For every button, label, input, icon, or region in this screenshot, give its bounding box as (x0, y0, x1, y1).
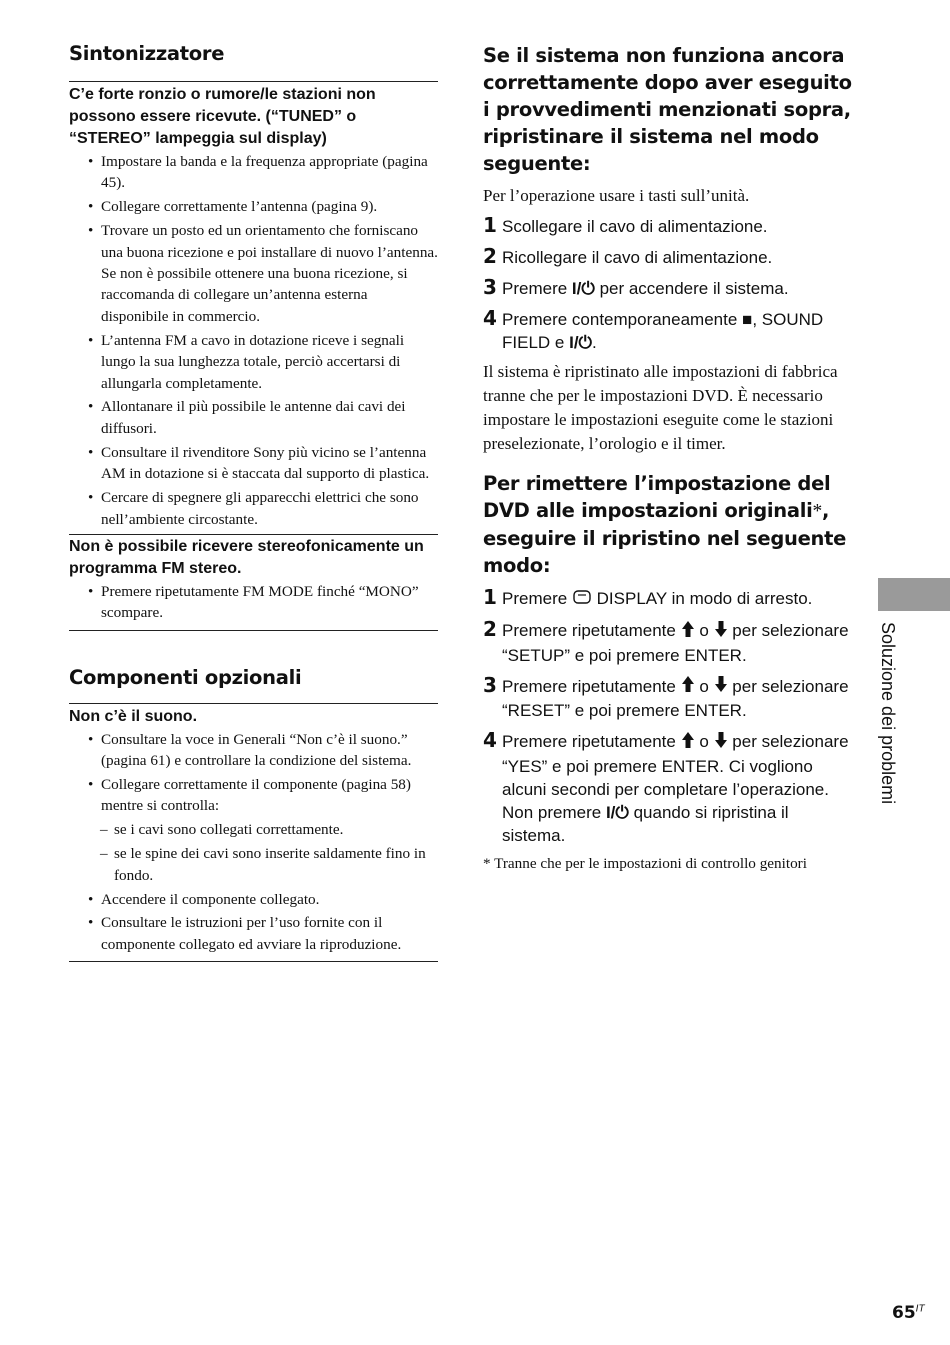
list-item: • Trovare un posto ed un orientamento che forniscano una buona ricezione e poi installare di nuovo l’antenna. Se non è possibile ottenere una buona ricezione, si raccomanda di collegare un’antenna esterna disponibile in commercio. (88, 222, 438, 325)
section-tab-marker (878, 578, 950, 611)
problem-title-stereo: Non è possibile ricevere stereofonicamente un programma FM stereo. (69, 537, 424, 577)
bullet-list-noise (69, 151, 438, 530)
arrow-up-icon (681, 675, 695, 699)
section-heading-reset: Se il sistema non funziona ancora correttamente dopo aver eseguito i provvedimenti menzionati sopra, ripristinare il sistema nel modo seguente: (483, 44, 852, 175)
divider (69, 630, 438, 631)
list-item: • Cercare di spegnere gli apparecchi elettrici che sono nell’ambiente circostante. (88, 489, 419, 528)
power-icon: I/⏻ (605, 802, 629, 822)
list-item: – se le spine dei cavi sono inserite saldamente fino in fondo. (100, 845, 426, 884)
dvd-step-3: 3 Premere ripetutamente o per selezionare “RESET” e poi premere ENTER. (483, 672, 849, 721)
list-item: • Accendere il componente collegato. (88, 890, 320, 908)
problem-title-no-sound: Non c’è il suono. (69, 707, 198, 725)
divider (69, 81, 438, 82)
list-item: • Consultare le istruzioni per l’uso fornite con il componente collegato ed avviare la riproduzione. (88, 914, 402, 953)
list-item: • Allontanare il più possibile le antenne dai cavi dei diffusori. (88, 398, 406, 437)
problem-title-noise: C’e forte ronzio o rumore/le stazioni non possono essere ricevute. (“TUNED” o “STEREO” lampeggia sul display) (69, 86, 376, 147)
left-column (69, 40, 438, 962)
footnote: * Tranne che per le impostazioni di controllo genitori (483, 854, 807, 872)
dvd-step-4: 4 Premere ripetutamente o per selezionare “YES” e poi premere ENTER. Ci vogliono alcuni secondi per completare l’operazione. Non premere I/⏻ quando si ripristina il sistema. (483, 728, 849, 845)
arrow-down-icon (714, 675, 728, 699)
arrow-up-icon (681, 620, 695, 644)
section-heading-tuner: Sintonizzatore (69, 42, 225, 65)
list-item: • Impostare la banda e la frequenza appropriate (pagina 45). (88, 153, 428, 192)
list-item: – se i cavi sono collegati correttamente. (100, 821, 344, 839)
page-number: $65^{IT}$ (892, 1303, 925, 1323)
arrow-up-icon (681, 731, 695, 755)
divider (69, 703, 438, 704)
power-icon: I/⏻ (571, 279, 595, 298)
stop-icon: ■ (742, 310, 753, 329)
side-tab-label: Soluzione dei problemi (878, 622, 898, 805)
section-heading-dvd-reset: Per rimettere l’impostazione del DVD alle impostazioni originali*, eseguire il ripristino nel seguente modo: (483, 472, 847, 577)
arrow-down-icon (714, 620, 728, 644)
list-item: • Consultare la voce in Generali “Non c’è il suono.” (pagina 61) e controllare la condizione del sistema. (88, 730, 412, 770)
arrow-down-icon (714, 731, 728, 755)
dash-list (69, 819, 438, 886)
list-item: • Consultare il rivenditore Sony più vicino se l’antenna AM in dotazione si è staccata dal supporto di plastica. (88, 443, 430, 483)
list-item: • L’antenna FM a cavo in dotazione riceve i segnali lungo la sua lunghezza totale, perciò accertarsi di allungarla completamente. (88, 331, 405, 392)
reset-step-3: 3 Premere I/⏻ per accendere il sistema. (483, 275, 789, 299)
intro-text: Per l’operazione usare i tasti sull’unità. (483, 186, 750, 205)
section-heading-optional: Componenti opzionali (69, 665, 302, 689)
reset-step-4: 4 Premere contemporaneamente ■, SOUND FIELD e I/⏻. (483, 306, 824, 352)
dvd-step-1: 1 Premere DISPLAY in modo di arresto. (483, 587, 853, 611)
bullet-list-no-sound (69, 729, 438, 817)
bullet-list-no-sound-2 (69, 889, 438, 956)
reset-result-text: Il sistema è ripristinato alle impostazioni di fabbrica tranne che per le impostazioni DVD. È necessario impostare le impostazioni eseguite come le stazioni preselezionate, l’orologio e il timer. (483, 362, 838, 453)
reset-step-1: 1 Scollegare il cavo di alimentazione. (483, 213, 768, 237)
bullet-list-stereo (69, 581, 438, 624)
display-button-icon (572, 588, 592, 611)
dvd-step-2: 2 Premere ripetutamente o per selezionare “SETUP” e poi premere ENTER. (483, 617, 849, 665)
list-item: • Collegare correttamente l’antenna (pagina 9). (88, 198, 378, 216)
reset-step-2: 2 Ricollegare il cavo di alimentazione. (483, 244, 773, 268)
divider (69, 961, 438, 962)
list-item: • Premere ripetutamente FM MODE finché “MONO” scompare. (88, 582, 419, 622)
divider (69, 534, 438, 535)
power-icon: I/⏻ (569, 333, 592, 352)
list-item: • Collegare correttamente il componente (pagina 58) mentre si controlla: (88, 776, 411, 815)
right-column (483, 40, 853, 874)
